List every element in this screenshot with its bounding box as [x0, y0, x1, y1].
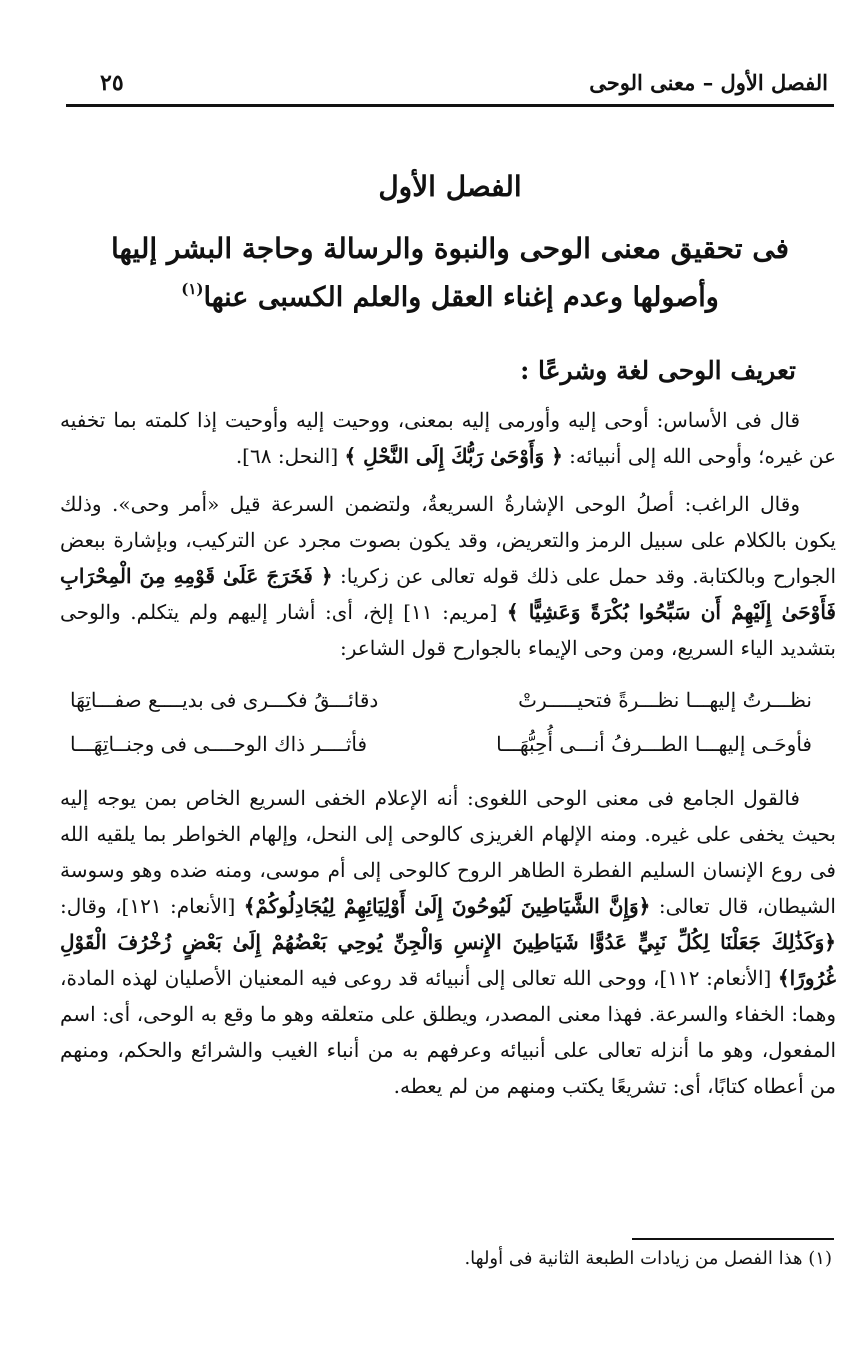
poem-hemistich-second: دقائـــقُ فكـــرى فى بديــــع صفـــاتِهَا [70, 688, 379, 712]
footnote-reference: (١) [181, 280, 204, 298]
quran-verse: ﴿ فَخَرَجَ عَلَىٰ قَوْمِهِ مِنَ الْمِحْرَابِ فَأَوْحَىٰ إِلَيْهِمْ أَن سَبِّحُوا بُكْرَةً وَعَشِيًّا ﴾ [60, 564, 836, 624]
chapter-subtitle-line1: فى تحقيق معنى الوحى والنبوة والرسالة وحاجة البشر إليها [110, 232, 789, 265]
chapter-subtitle-line2 [66, 282, 834, 313]
section-heading: تعريف الوحى لغة وشرعًا : [520, 356, 796, 385]
quran-verse: ﴿ وَأَوْحَىٰ رَبُّكَ إِلَى النَّحْلِ ﴾ [344, 444, 563, 468]
paragraph-text: قال فى الأساس: أوحى إليه وأورمى إليه بمعنى، ووحيت إليه وأوحيت إذا كلمته بما تخفيه عن غيره؛ وأوحى الله إلى أنبيائه: [60, 408, 836, 468]
paragraph-3 [60, 780, 836, 1104]
poem-hemistich-first: فأوحَـى إليهـــا الطـــرفُ أنـــى أُحِبُّهَـــا [496, 732, 812, 756]
poem-hemistich-second: فأثــــر ذاك الوحــــى فى وجنــاتِهَـــا [70, 732, 368, 756]
footnote: (١) هذا الفصل من زيادات الطبعة الثانية فى أولها. [464, 1248, 832, 1269]
paragraph-text: [النحل: ٦٨]. [235, 444, 345, 468]
poem-line [60, 678, 836, 722]
body-text [60, 402, 836, 1116]
page-number: ٢٥ [100, 70, 124, 96]
paragraph-text: وقال الراغب: أصلُ الوحى الإشارةُ السريعةُ، ولتضمن السرعة قيل «أمر وحى». وذلك يكون بالكلام على سبيل الرمز والتعريض، وقد يكون بصوت مجرد عن التركيب، وبإشارة ببعض الجوارح وبالكتابة. وقد حمل على ذلك قوله تعالى عن زكريا: [60, 492, 837, 588]
poem [60, 678, 836, 766]
paragraph-text: [الأنعام: ١١٢]، ووحى الله تعالى إلى أنبيائه قد روعى فيه المعنيان الأصليان لهذه المادة، وهما: الخفاء والسرعة. فهذا معنى المصدر، ويطلق على متعلقه وهو ما وقع به الوحى، أى: اسم المفعول، وهو ما أنزله تعالى على أنبيائه وعرفهم به من أنباء الغيب والشرائع والحكم، ومنهم من أعطاه كتابًا، أى: تشريعًا يكتب ومنهم من لم يعطه. [60, 966, 836, 1098]
paragraph-2 [60, 486, 836, 666]
footnote-rule [632, 1238, 834, 1240]
running-head-title: الفصل الأول – معنى الوحى [589, 70, 828, 95]
poem-line [60, 722, 836, 766]
poem-hemistich-first: نظـــرتُ إليهـــا نظـــرةً فتحيـــــرتْ [518, 688, 812, 712]
paragraph-1 [60, 402, 836, 474]
paragraph-text: [مريم: ١١] إلخ، أى: أشار إليهم ولم يتكلم. والوحى بتشديد الياء السريع، ومن وحى الإيماء بالجوارح قول الشاعر: [60, 600, 836, 660]
chapter-subtitle-text: وأصولها وعدم إغناء العقل والعلم الكسبى عنها [203, 282, 719, 313]
quran-verse: ﴿وَإِنَّ الشَّيَاطِينَ لَيُوحُونَ إِلَىٰ أَوْلِيَائِهِمْ لِيُجَادِلُوكُمْ﴾ [243, 894, 651, 918]
running-head [66, 68, 834, 102]
paragraph-text: فالقول الجامع فى معنى الوحى اللغوى: أنه الإعلام الخفى السريع الخاص بمن يوجه إليه بحيث يخفى على غيره. ومنه الإلهام الغريزى كالوحى إلى النحل، وإلهام الخواطر بما يلقيه الله فى روع الإنسان السليم الفطرة الطاهر الروح كالوحى إلى أم موسى، ومنه ضده وهو وسوسة الشيطان، قال تعالى: [60, 786, 836, 918]
chapter-title: الفصل الأول [378, 170, 522, 203]
header-rule [66, 104, 834, 107]
quran-verse: ﴿وَكَذَٰلِكَ جَعَلْنَا لِكُلِّ نَبِيٍّ عَدُوًّا شَيَاطِينَ الإِنسِ وَالْجِنِّ يُوحِي بَعْضُهُمْ إِلَىٰ بَعْضٍ زُخْرُفَ الْقَوْلِ غُرُورًا﴾ [60, 930, 836, 990]
paragraph-text: [الأنعام: ١٢١]، وقال: [60, 894, 244, 918]
